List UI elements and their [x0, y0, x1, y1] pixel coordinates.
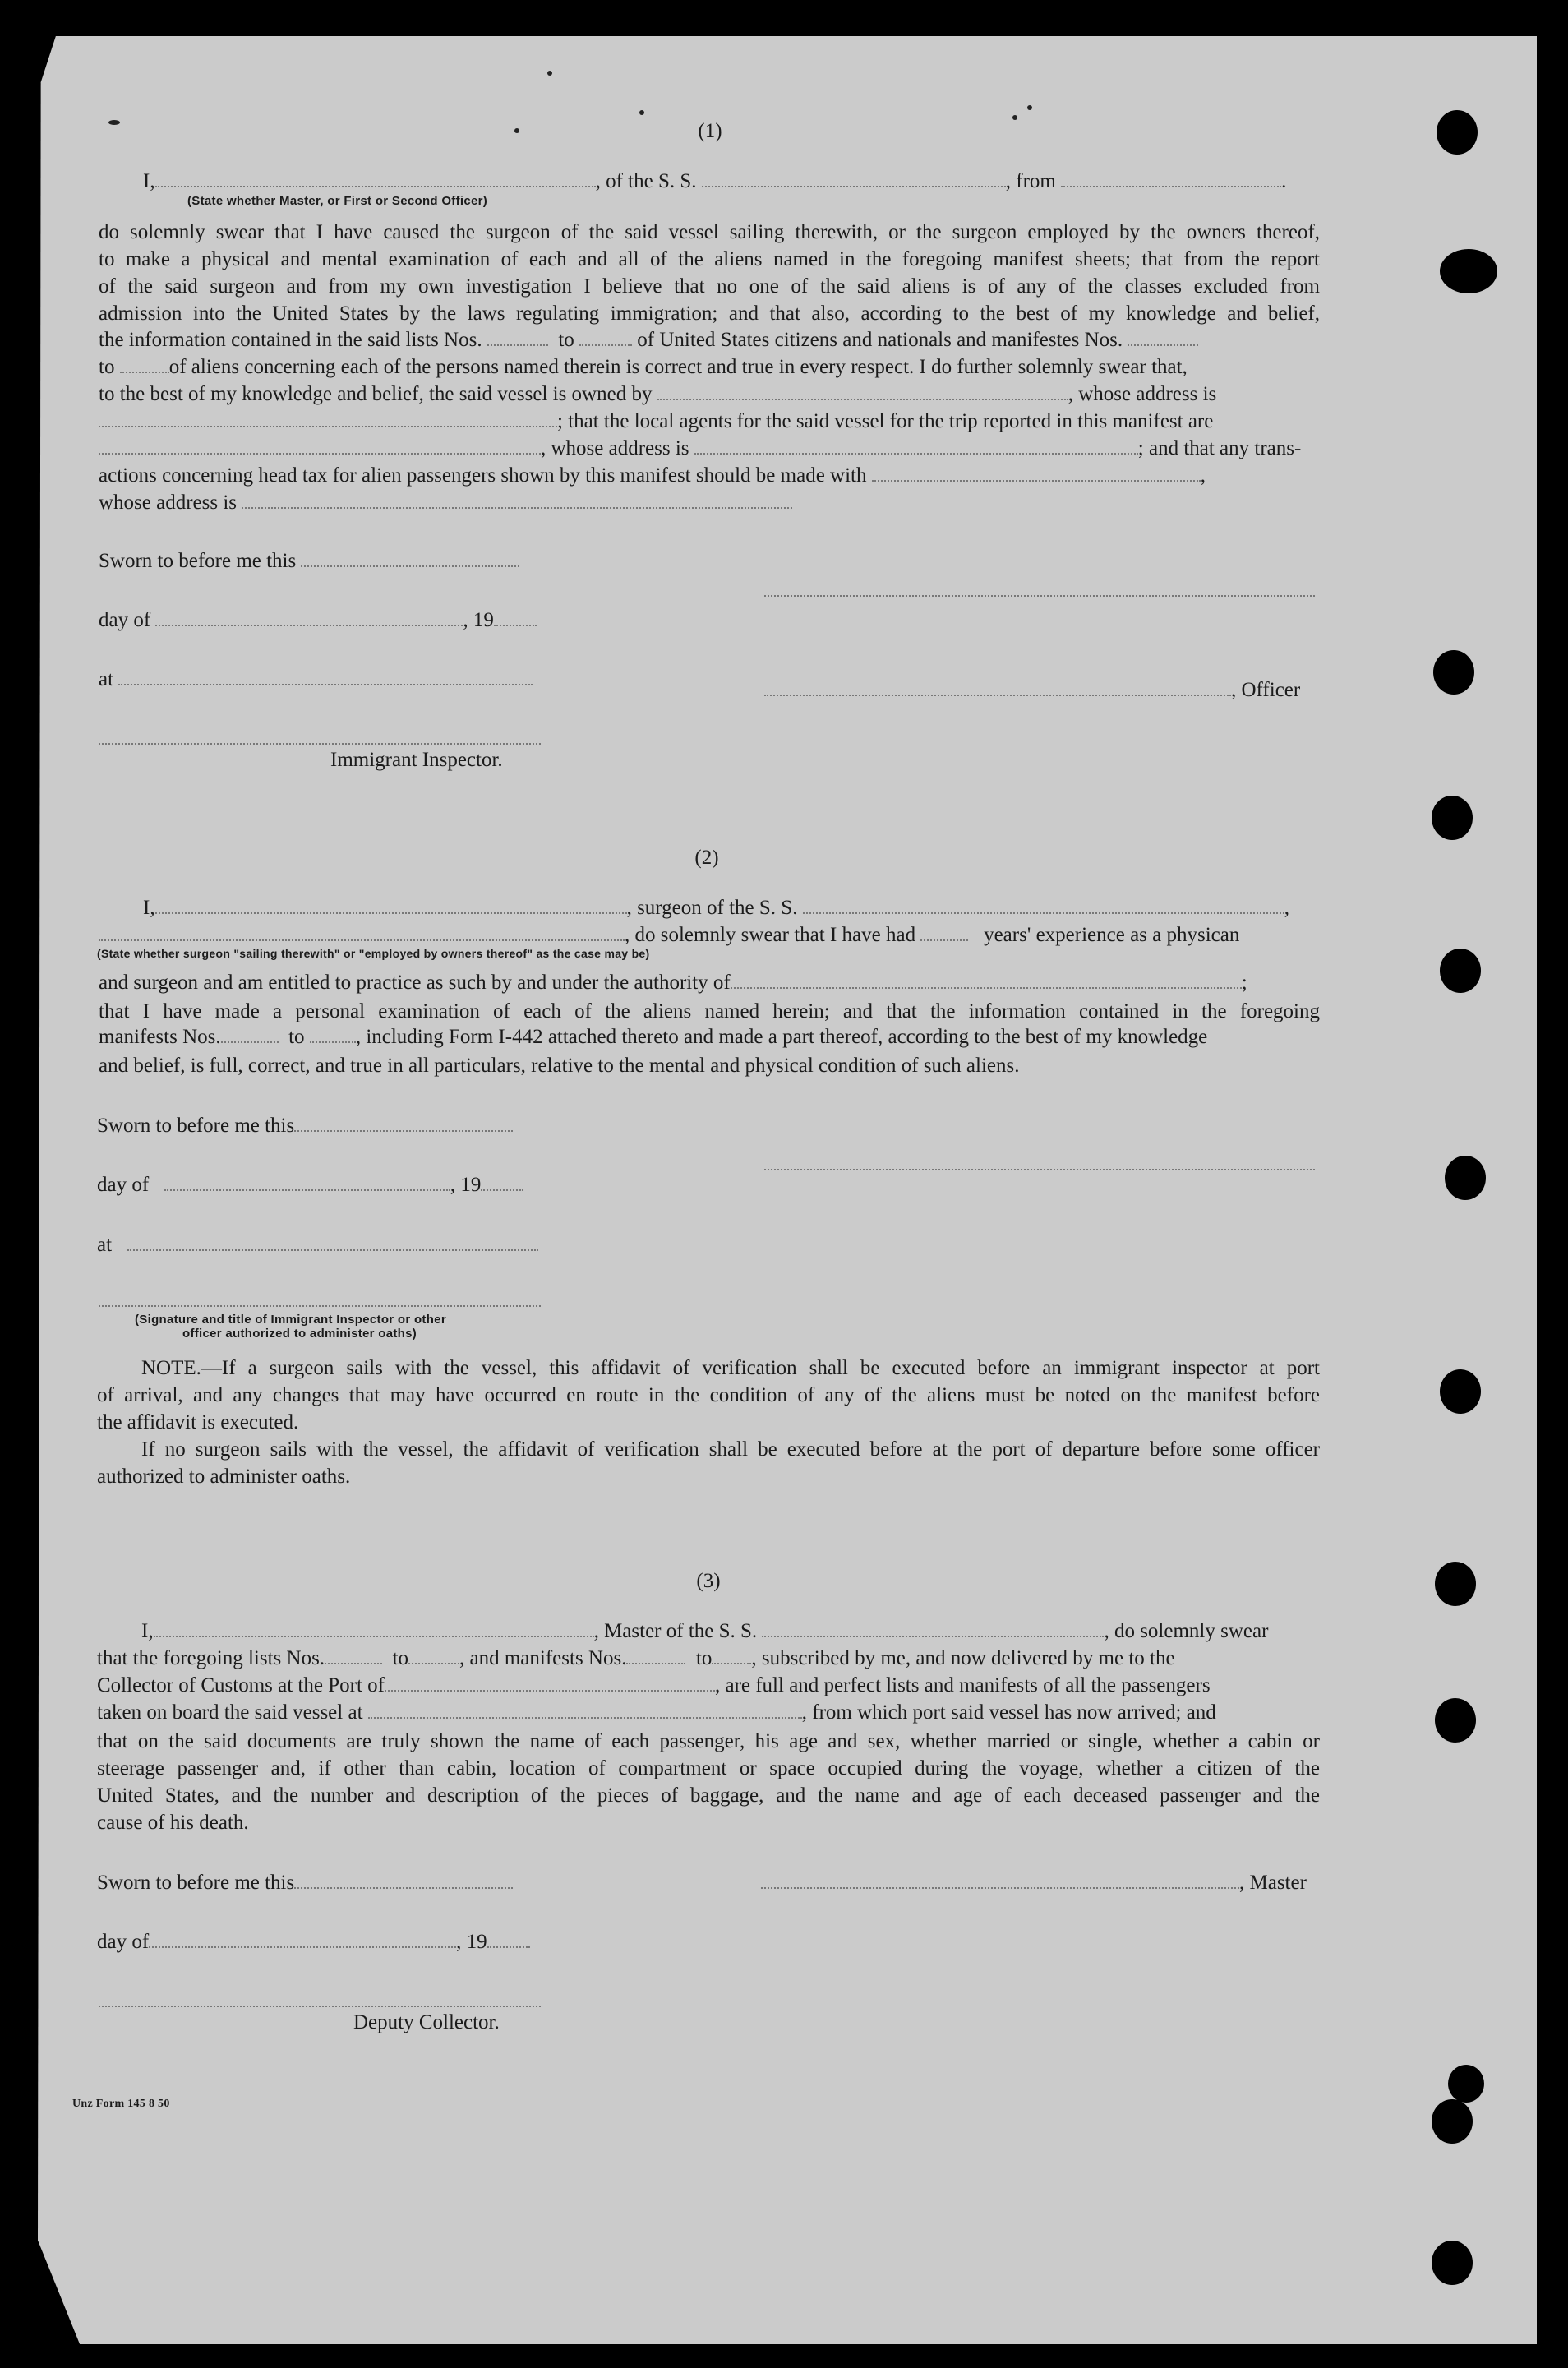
from-port-blank[interactable]	[1061, 171, 1281, 187]
s2-line1: I, , surgeon of the S. S. ,	[143, 897, 1289, 919]
punch-hole	[1435, 1698, 1476, 1743]
headtax-address-blank[interactable]	[242, 492, 792, 509]
s1-inspector-label: Immigrant Inspector.	[330, 749, 503, 771]
surgeon-status-blank[interactable]	[99, 925, 625, 941]
s3-master-sig: , Master	[761, 1871, 1307, 1895]
authority-blank[interactable]	[731, 972, 1242, 989]
vessel-name-blank[interactable]	[702, 171, 1006, 187]
form-number: Unz Form 145 8 50	[72, 2098, 170, 2110]
lists-to-blank[interactable]	[579, 330, 632, 346]
s1-officer-note: (State whether Master, or First or Second Officer)	[187, 194, 488, 208]
section-2-number: (2)	[694, 847, 719, 869]
s1-para-line: admission into the United States by the laws regulating immigration; and that also, according to the best of my knowledge and belief,	[99, 302, 1320, 325]
s2-line2: , do solemnly swear that I have had years' experience as a physican	[99, 923, 1239, 948]
owner-address-blank[interactable]	[99, 411, 557, 427]
s3-para-line: steerage passenger and, if other than cabin, location of compartment or space occupied during the voyage, whether a citizen of the	[97, 1757, 1320, 1779]
s2-vessel-blank[interactable]	[803, 898, 1284, 914]
surgeon-name-blank[interactable]	[155, 898, 627, 914]
punch-hole	[1433, 650, 1474, 695]
master-signature-blank[interactable]	[761, 1872, 1239, 1889]
s3-sworn-date-blank[interactable]	[294, 1872, 513, 1889]
headtax-party-blank[interactable]	[872, 465, 1201, 482]
s2-inspector-line[interactable]	[99, 1305, 541, 1307]
s1-inspector-line[interactable]	[99, 743, 541, 745]
s2-sworn: Sworn to before me this	[97, 1114, 513, 1138]
speck	[1012, 115, 1017, 120]
day-blank[interactable]	[155, 610, 463, 626]
agents-blank[interactable]	[99, 438, 541, 455]
punch-hole	[1440, 249, 1497, 293]
s2-day-blank[interactable]	[164, 1175, 450, 1191]
s3-para-line: United States, and the number and description of the pieces of baggage, and the name and age of each deceased passenger and the	[97, 1784, 1320, 1807]
punch-hole	[1437, 110, 1478, 155]
s2-signature-line[interactable]	[764, 1169, 1315, 1170]
s1-at: at	[99, 667, 533, 692]
lists-from-blank[interactable]	[487, 330, 548, 346]
years-blank[interactable]	[920, 925, 968, 941]
s3-taken-line: taken on board the said vessel at , from which port said vessel has now arrived; and	[97, 1701, 1216, 1724]
s3-lists-from-blank[interactable]	[325, 1648, 382, 1664]
s2-surgeon-note: (State whether surgeon "sailing therewith" or "employed by owners thereof" as the case may be)	[97, 947, 650, 960]
s3-lists-to-blank[interactable]	[408, 1648, 459, 1664]
s1-sworn: Sworn to before me this	[99, 549, 519, 574]
section-3-number: (3)	[696, 1570, 721, 1592]
s2-para-line: that I have made a personal examination of each of the aliens named herein; and that the information contained in the foregoing	[99, 1000, 1320, 1022]
punch-hole	[1445, 1156, 1486, 1200]
s1-day-of: day of , 19	[99, 608, 537, 633]
s1-para-line: do solemnly swear that I have caused the surgeon of the said vessel sailing therewith, or the surgeon employed by the owners thereof,	[99, 221, 1320, 243]
s2-note-line: the affidavit is executed.	[97, 1411, 299, 1433]
sworn-date-blank[interactable]	[301, 551, 519, 567]
s1-officer: , Officer	[764, 678, 1300, 703]
s2-para-line: and belief, is full, correct, and true in all particulars, relative to the mental and physical condition of such aliens.	[99, 1055, 1020, 1077]
s3-lists-line: that the foregoing lists Nos. to , and manifests Nos. to , subscribed by me, and now delivered by me to the	[97, 1647, 1175, 1669]
s1-line1: I, , of the S. S. , from .	[143, 170, 1287, 192]
s2-note-line: of arrival, and any changes that may have occurred en route in the condition of any of the aliens must be noted on the manifest before	[97, 1384, 1320, 1406]
s3-deputy-line[interactable]	[99, 2006, 541, 2007]
punch-hole	[1432, 796, 1473, 840]
s1-para-line: of the said surgeon and from my own investigation I believe that no one of the said aliens is of any of the classes excluded from	[99, 275, 1320, 298]
s2-note-line: NOTE.—If a surgeon sails with the vessel, this affidavit of verification shall be executed before an immigrant inspector at port	[141, 1357, 1320, 1379]
s2-manifests-from-blank[interactable]	[221, 1027, 279, 1043]
speck	[639, 110, 644, 115]
master-name-blank[interactable]	[155, 171, 596, 187]
s2-at: at	[97, 1233, 538, 1258]
s3-manifests-to-blank[interactable]	[712, 1648, 751, 1664]
s3-year-blank[interactable]	[487, 1932, 530, 1948]
agents-address-blank[interactable]	[694, 438, 1138, 455]
punch-hole	[1448, 2065, 1484, 2103]
s2-sig-note-2: officer authorized to administer oaths)	[182, 1327, 417, 1341]
port-blank[interactable]	[385, 1675, 715, 1692]
s2-year-blank[interactable]	[481, 1175, 523, 1191]
s3-sworn: Sworn to before me this	[97, 1871, 513, 1895]
s2-manifests-line: manifests Nos. to , including Form I-442 attached thereto and made a part thereof, according to the best of my knowledge	[99, 1026, 1208, 1048]
punch-hole	[1440, 949, 1481, 993]
s2-note-line: If no surgeon sails with the vessel, the affidavit of verification shall be executed before at the port of departure before some officer	[141, 1438, 1320, 1461]
s2-manifests-to-blank[interactable]	[310, 1027, 356, 1043]
s2-sig-note-1: (Signature and title of Immigrant Inspector or other	[135, 1313, 446, 1327]
s1-headtax-line: actions concerning head tax for alien passengers shown by this manifest should be made with ,	[99, 464, 1206, 487]
s3-line1: I, , Master of the S. S. , do solemnly swear	[141, 1620, 1269, 1642]
embark-port-blank[interactable]	[368, 1702, 802, 1719]
s3-manifests-from-blank[interactable]	[626, 1648, 685, 1664]
s2-note-line: authorized to administer oaths.	[97, 1466, 351, 1488]
punch-hole	[1432, 2099, 1473, 2144]
s3-day-of: day of , 19	[97, 1930, 530, 1955]
speck	[547, 71, 552, 76]
year-blank[interactable]	[494, 610, 537, 626]
s3-vessel-blank[interactable]	[762, 1621, 1104, 1637]
s1-agents-address-line: , whose address is ; and that any trans-	[99, 436, 1301, 461]
s1-lists-line: the information contained in the said lists Nos. to of United States citizens and nationals and manifestes Nos.	[99, 328, 1198, 353]
section-1-number: (1)	[698, 120, 722, 142]
s1-signature-line[interactable]	[764, 595, 1315, 597]
place-blank[interactable]	[118, 669, 533, 685]
punch-hole	[1435, 1562, 1476, 1606]
punch-hole	[1432, 2241, 1473, 2285]
s1-aliens-line: to of aliens concerning each of the persons named therein is correct and true in every respect. I do further solemnly swear that,	[99, 356, 1188, 378]
owner-blank[interactable]	[657, 384, 1068, 400]
s1-agents-line: ; that the local agents for the said vessel for the trip reported in this manifest are	[99, 409, 1213, 434]
s3-day-blank[interactable]	[149, 1932, 456, 1948]
speck	[1027, 105, 1032, 110]
s2-authority-line: and surgeon and am entitled to practice as such by and under the authority of ;	[99, 972, 1247, 994]
s3-port-line: Collector of Customs at the Port of , are full and perfect lists and manifests of all the passengers	[97, 1674, 1211, 1696]
manifests-to-blank[interactable]	[120, 357, 169, 373]
s1-owner-line: to the best of my knowledge and belief, the said vessel is owned by , whose address is	[99, 383, 1217, 405]
officer-signature-blank[interactable]	[764, 680, 1231, 696]
s3-master-name-blank[interactable]	[154, 1621, 594, 1637]
s1-para-line: to make a physical and mental examination of each and all of the aliens named in the foregoing manifest sheets; that from the report	[99, 248, 1320, 270]
speck	[514, 128, 519, 133]
punch-hole	[1440, 1369, 1481, 1414]
s3-deputy-label: Deputy Collector.	[353, 2011, 500, 2033]
manifests-from-blank[interactable]	[1128, 330, 1198, 346]
speck	[108, 120, 120, 125]
s2-sworn-date-blank[interactable]	[294, 1115, 513, 1132]
s3-para-line: that on the said documents are truly shown the name of each passenger, his age and sex, whether married or single, whether a cabin or	[97, 1730, 1320, 1752]
s1-headtax-address-line: whose address is	[99, 491, 792, 515]
s3-para-line: cause of his death.	[97, 1812, 249, 1834]
s2-place-blank[interactable]	[127, 1235, 538, 1251]
s2-day-of: day of , 19	[97, 1173, 523, 1198]
